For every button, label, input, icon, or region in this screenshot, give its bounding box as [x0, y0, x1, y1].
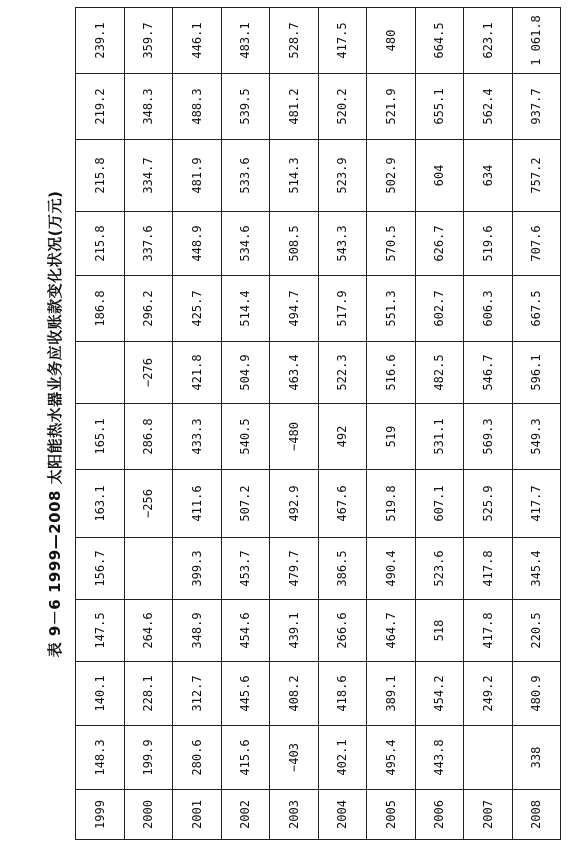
- value-cell: 467.6: [318, 470, 367, 538]
- value-cell: 543.3: [318, 212, 367, 276]
- value-cell: 539.5: [221, 74, 270, 140]
- value-cell: 519: [367, 404, 416, 470]
- value-cell: 488.3: [173, 74, 222, 140]
- table-row: [318, 8, 367, 840]
- value-cell: 348.9: [173, 600, 222, 662]
- value-cell: 312.7: [173, 662, 222, 726]
- value-cell: 546.7: [464, 342, 513, 404]
- value-cell: 443.8: [415, 726, 464, 790]
- year-cell: 2000: [124, 790, 173, 840]
- value-cell: 523.6: [415, 538, 464, 600]
- value-cell: 757.2: [512, 140, 561, 212]
- value-cell: 445.6: [221, 662, 270, 726]
- year-cell: 2004: [318, 790, 367, 840]
- value-cell: 626.7: [415, 212, 464, 276]
- value-cell: 1 061.8: [512, 8, 561, 74]
- value-cell: 507.2: [221, 470, 270, 538]
- value-cell: 569.3: [464, 404, 513, 470]
- table-caption: 表 9－6 1999—2008 太阳能热水器业务应收账款变化状况(万元): [46, 190, 64, 658]
- year-cell: 2003: [270, 790, 319, 840]
- year-cell: 1999: [76, 790, 125, 840]
- value-cell: 165.1: [76, 404, 125, 470]
- value-cell: 480: [367, 8, 416, 74]
- value-cell: 156.7: [76, 538, 125, 600]
- value-cell: 415.6: [221, 726, 270, 790]
- value-cell: 417.5: [318, 8, 367, 74]
- value-cell: 494.7: [270, 276, 319, 342]
- value-cell: 521.9: [367, 74, 416, 140]
- value-cell: [464, 726, 513, 790]
- value-cell: 602.7: [415, 276, 464, 342]
- value-cell: 163.1: [76, 470, 125, 538]
- year-cell: 2007: [464, 790, 513, 840]
- value-cell: 634: [464, 140, 513, 212]
- value-cell: 508.5: [270, 212, 319, 276]
- year-cell: 2006: [415, 790, 464, 840]
- value-cell: 596.1: [512, 342, 561, 404]
- value-cell: 464.7: [367, 600, 416, 662]
- value-cell: 228.1: [124, 662, 173, 726]
- year-cell: 2005: [367, 790, 416, 840]
- value-cell: 280.6: [173, 726, 222, 790]
- value-cell: 518: [415, 600, 464, 662]
- value-cell: 519.8: [367, 470, 416, 538]
- value-cell: 296.2: [124, 276, 173, 342]
- value-cell: 495.4: [367, 726, 416, 790]
- value-cell: 148.3: [76, 726, 125, 790]
- year-cell: 2002: [221, 790, 270, 840]
- value-cell: 533.6: [221, 140, 270, 212]
- value-cell: [76, 342, 125, 404]
- value-cell: 239.1: [76, 8, 125, 74]
- value-cell: 453.7: [221, 538, 270, 600]
- value-cell: 140.1: [76, 662, 125, 726]
- value-cell: 264.6: [124, 600, 173, 662]
- value-cell: 389.1: [367, 662, 416, 726]
- table-row: [173, 8, 222, 840]
- value-cell: 417.8: [464, 600, 513, 662]
- value-cell: 417.8: [464, 538, 513, 600]
- value-cell: 408.2: [270, 662, 319, 726]
- value-cell: 606.3: [464, 276, 513, 342]
- value-cell: [124, 538, 173, 600]
- value-cell: 520.2: [318, 74, 367, 140]
- value-cell: 463.4: [270, 342, 319, 404]
- value-cell: 516.6: [367, 342, 416, 404]
- value-cell: 664.5: [415, 8, 464, 74]
- value-cell: 523.9: [318, 140, 367, 212]
- value-cell: 517.9: [318, 276, 367, 342]
- value-cell: −276: [124, 342, 173, 404]
- value-cell: 402.1: [318, 726, 367, 790]
- value-cell: 334.7: [124, 140, 173, 212]
- value-cell: 551.3: [367, 276, 416, 342]
- value-cell: 249.2: [464, 662, 513, 726]
- table-row: [367, 8, 416, 840]
- value-cell: 514.3: [270, 140, 319, 212]
- value-cell: 338: [512, 726, 561, 790]
- value-cell: 531.1: [415, 404, 464, 470]
- value-cell: 502.9: [367, 140, 416, 212]
- value-cell: 399.3: [173, 538, 222, 600]
- value-cell: −256: [124, 470, 173, 538]
- value-cell: 492: [318, 404, 367, 470]
- value-cell: 549.3: [512, 404, 561, 470]
- value-cell: 522.3: [318, 342, 367, 404]
- value-cell: 667.5: [512, 276, 561, 342]
- value-cell: 199.9: [124, 726, 173, 790]
- value-cell: 528.7: [270, 8, 319, 74]
- value-cell: 479.7: [270, 538, 319, 600]
- table-row: [124, 8, 173, 840]
- table-row: [415, 8, 464, 840]
- value-cell: 481.9: [173, 140, 222, 212]
- value-cell: 570.5: [367, 212, 416, 276]
- value-cell: 147.5: [76, 600, 125, 662]
- value-cell: 525.9: [464, 470, 513, 538]
- value-cell: 433.3: [173, 404, 222, 470]
- value-cell: 937.7: [512, 74, 561, 140]
- value-cell: 481.2: [270, 74, 319, 140]
- year-cell: 2001: [173, 790, 222, 840]
- value-cell: 418.6: [318, 662, 367, 726]
- value-cell: 655.1: [415, 74, 464, 140]
- value-cell: 519.6: [464, 212, 513, 276]
- value-cell: 480.9: [512, 662, 561, 726]
- value-cell: 514.4: [221, 276, 270, 342]
- value-cell: 417.7: [512, 470, 561, 538]
- value-cell: 359.7: [124, 8, 173, 74]
- value-cell: 483.1: [221, 8, 270, 74]
- value-cell: 386.5: [318, 538, 367, 600]
- value-cell: 215.8: [76, 140, 125, 212]
- value-cell: 446.1: [173, 8, 222, 74]
- value-cell: 490.4: [367, 538, 416, 600]
- table-row: [221, 8, 270, 840]
- value-cell: 411.6: [173, 470, 222, 538]
- value-cell: 534.6: [221, 212, 270, 276]
- value-cell: 219.2: [76, 74, 125, 140]
- table-row: [512, 8, 561, 840]
- year-cell: 2008: [512, 790, 561, 840]
- table-row: [464, 8, 513, 840]
- table-row: [270, 8, 319, 840]
- value-cell: 286.8: [124, 404, 173, 470]
- value-cell: −480: [270, 404, 319, 470]
- value-cell: 266.6: [318, 600, 367, 662]
- receivables-table: [75, 7, 561, 840]
- value-cell: 504.9: [221, 342, 270, 404]
- table-row: [76, 8, 125, 840]
- value-cell: 562.4: [464, 74, 513, 140]
- value-cell: 454.2: [415, 662, 464, 726]
- value-cell: 623.1: [464, 8, 513, 74]
- value-cell: 707.6: [512, 212, 561, 276]
- value-cell: 421.8: [173, 342, 222, 404]
- table-body: [76, 8, 561, 840]
- value-cell: 604: [415, 140, 464, 212]
- value-cell: 425.7: [173, 276, 222, 342]
- value-cell: 337.6: [124, 212, 173, 276]
- value-cell: 220.5: [512, 600, 561, 662]
- value-cell: 607.1: [415, 470, 464, 538]
- value-cell: 454.6: [221, 600, 270, 662]
- value-cell: 348.3: [124, 74, 173, 140]
- value-cell: −403: [270, 726, 319, 790]
- value-cell: 482.5: [415, 342, 464, 404]
- value-cell: 439.1: [270, 600, 319, 662]
- value-cell: 448.9: [173, 212, 222, 276]
- value-cell: 492.9: [270, 470, 319, 538]
- value-cell: 215.8: [76, 212, 125, 276]
- value-cell: 345.4: [512, 538, 561, 600]
- value-cell: 540.5: [221, 404, 270, 470]
- value-cell: 186.8: [76, 276, 125, 342]
